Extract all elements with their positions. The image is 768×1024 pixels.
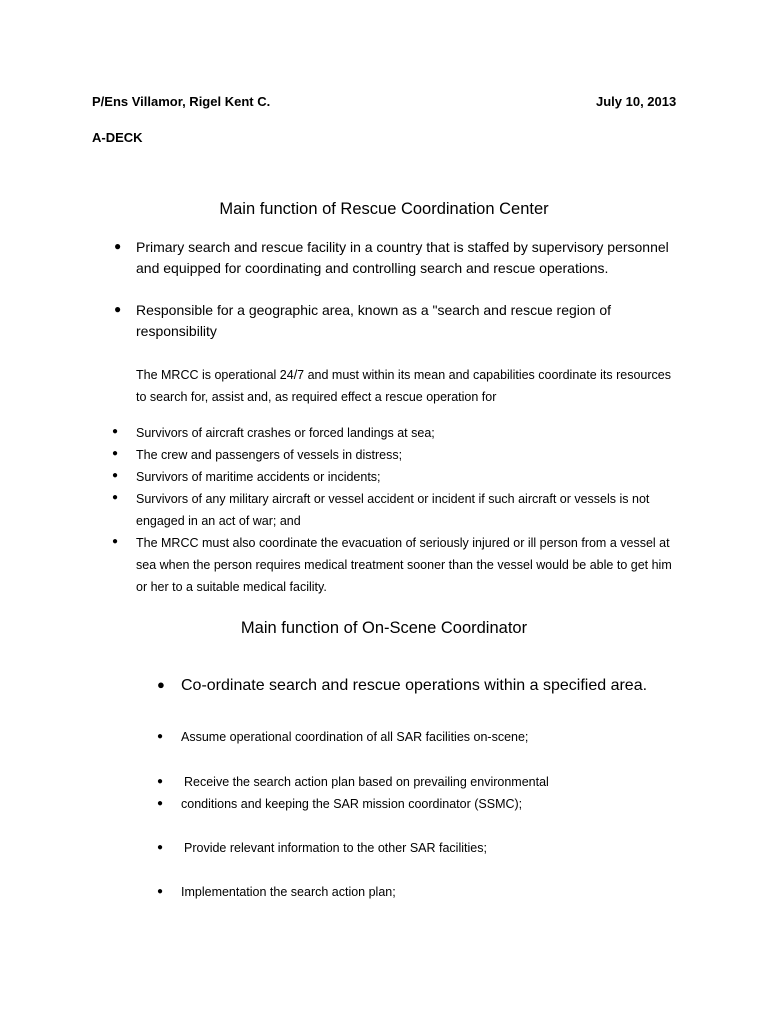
list-item: Primary search and rescue facility in a country that is staffed by supervisory personnel and equipped for coordinating and controlling search and rescue operations. (136, 239, 669, 276)
list-item: Implementation the search action plan; (181, 885, 396, 899)
list-item: Receive the search action plan based on prevailing environmental (184, 775, 549, 789)
bullet-icon: ● (157, 731, 164, 742)
bullet-icon: ● (157, 886, 164, 897)
document-date: July 10, 2013 (596, 94, 677, 109)
bullet-icon: ● (157, 798, 164, 809)
mrcc-paragraph: The MRCC is operational 24/7 and must within its mean and capabilities coordinate its resources to search for, assist and, as required effect a rescue operation for (136, 368, 671, 404)
list-item: The crew and passengers of vessels in distress; (136, 448, 403, 462)
list-item: Survivors of maritime accidents or incidents; (136, 470, 381, 484)
deck-label: A-DECK (92, 130, 143, 145)
list-item: Responsible for a geographic area, known as a "search and rescue region of responsibility (136, 302, 612, 339)
bullet-icon: ● (114, 302, 122, 316)
bullet-icon: ● (112, 448, 119, 459)
bullet-icon: ● (112, 426, 119, 437)
bullet-icon: ● (112, 492, 119, 503)
bullet-icon: ● (114, 239, 122, 253)
bullet-icon: ● (157, 842, 164, 853)
list-item: Provide relevant information to the other SAR facilities; (184, 841, 487, 855)
bullet-icon: ● (157, 776, 164, 787)
author-name: P/Ens Villamor, Rigel Kent C. (92, 94, 271, 109)
list-item: Co-ordinate search and rescue operations within a specified area. (181, 677, 648, 694)
list-item: conditions and keeping the SAR mission coordinator (SSMC); (181, 797, 523, 811)
section-title-osc: Main function of On-Scene Coordinator (240, 619, 528, 637)
bullet-icon: ● (112, 536, 119, 547)
list-item: Survivors of any military aircraft or vessel accident or incident if such aircraft or vessels is not engaged in an act of war; and (136, 492, 650, 528)
bullet-icon: ● (112, 470, 119, 481)
list-item: Survivors of aircraft crashes or forced landings at sea; (136, 426, 435, 440)
list-item: The MRCC must also coordinate the evacuation of seriously injured or ill person from a vessel at sea when the person requires medical treatment sooner than the vessel would be able to get him or her to a suitable medical facility. (136, 536, 672, 594)
list-item: Assume operational coordination of all SAR facilities on-scene; (181, 730, 529, 744)
bullet-icon: ● (157, 677, 165, 692)
section-title-rcc: Main function of Rescue Coordination Center (219, 200, 549, 218)
